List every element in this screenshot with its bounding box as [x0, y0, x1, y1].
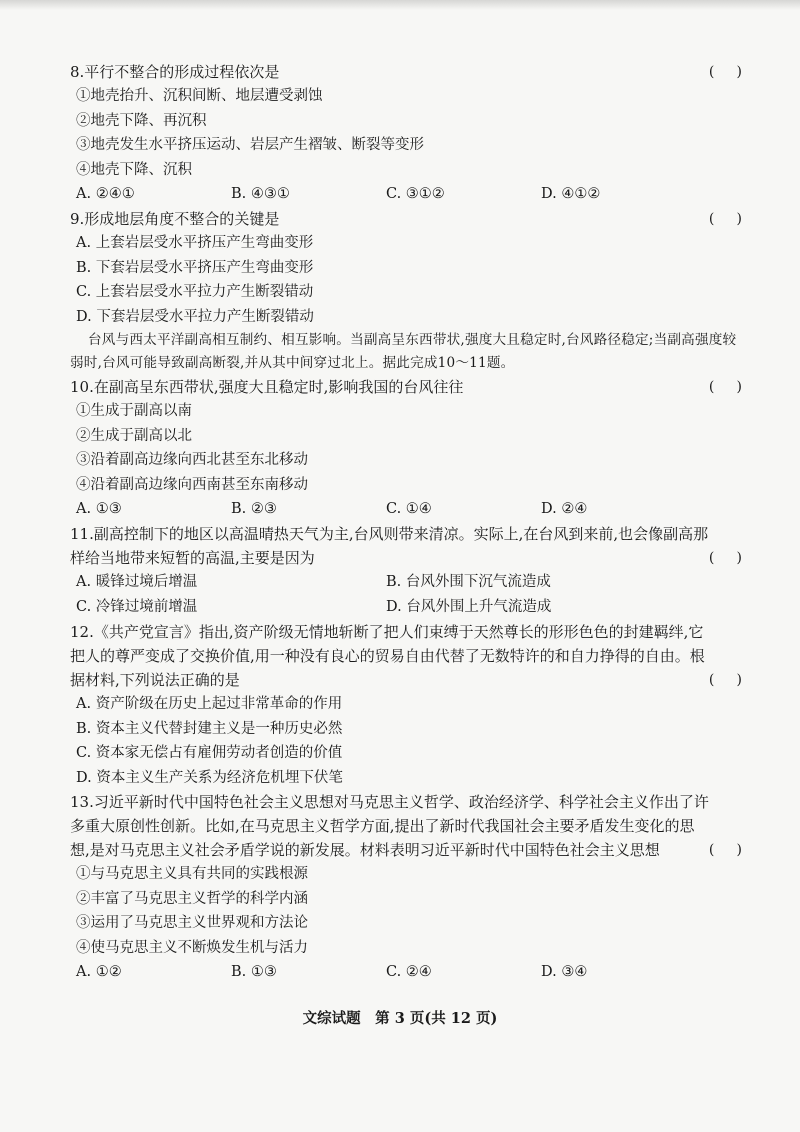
q12-choice-b[interactable]: B. 资本主义代替封建主义是一种历史必然	[76, 720, 343, 737]
q8-item-1: ①地壳抬升、沉积间断、地层遭受剥蚀	[76, 88, 323, 104]
q10-choice-c[interactable]: C. ①④	[386, 501, 432, 517]
q10-choices	[70, 497, 742, 522]
q11-choice-b[interactable]: B. 台风外围下沉气流造成	[386, 574, 551, 590]
q8-choice-d[interactable]: D. ④①②	[541, 186, 601, 202]
question-10	[70, 375, 742, 522]
q13-item-2: ②丰富了马克思主义哲学的科学内涵	[76, 890, 308, 907]
q11-choices	[70, 570, 742, 620]
typhoon-passage: 台风与西太平洋副高相互制约、相互影响。当副高呈东西带状,强度大且稳定时,台风路径稳定;当副高强度较弱时,台风可能导致副高断裂,并从其中间穿过北上。据此完成10～11题。	[70, 332, 737, 371]
q11-choice-a[interactable]: A. 暖锋过境后增温	[76, 574, 198, 590]
question-13	[70, 790, 742, 985]
q8-choice-c[interactable]: C. ③①②	[386, 186, 445, 202]
q9-choice-a[interactable]: A. 上套岩层受水平挤压产生弯曲变形	[76, 235, 314, 251]
q10-item-2: ②生成于副高以北	[76, 427, 192, 444]
question-9	[70, 207, 742, 329]
question-12	[70, 620, 742, 790]
answer-blank-9[interactable]: ( )	[708, 211, 742, 227]
q13-choice-c[interactable]: C. ②④	[386, 964, 432, 980]
q13-choices	[70, 960, 742, 985]
q11-choice-d[interactable]: D. 台风外围上升气流造成	[386, 599, 552, 615]
q10-item-1: ①生成于副高以南	[76, 403, 192, 419]
answer-blank-8[interactable]: ( )	[708, 64, 742, 80]
q8-choice-a[interactable]: A. ②④①	[76, 186, 135, 202]
q9-choice-d[interactable]: D. 下套岩层受水平拉力产生断裂错动	[76, 308, 314, 325]
q13-choice-b[interactable]: B. ①③	[231, 964, 277, 980]
q13-choice-a[interactable]: A. ①②	[76, 964, 122, 980]
q10-choice-a[interactable]: A. ①③	[76, 501, 122, 517]
q8-item-3: ③地壳发生水平挤压运动、岩层产生褶皱、断裂等变形	[76, 137, 424, 153]
question-13-stem: 13.习近平新时代中国特色社会主义思想对马克思主义哲学、政治经济学、科学社会主义作出了许多重大原创性创新。比如,在马克思主义哲学方面,提出了新时代我国社会主要矛盾发生变化的思想,是对马克思主义社会矛盾学说的新发展。材料表明习近平新时代中国特色社会主义思想	[70, 793, 709, 859]
q10-item-3: ③沿着副高边缘向西北甚至东北移动	[76, 452, 308, 468]
q13-item-3: ③运用了马克思主义世界观和方法论	[76, 915, 308, 931]
q12-choice-c[interactable]: C. 资本家无偿占有雇佣劳动者创造的价值	[76, 745, 343, 761]
q13-item-4: ④使马克思主义不断焕发生机与活力	[76, 939, 308, 956]
question-11	[70, 522, 742, 620]
q12-choice-a[interactable]: A. 资产阶级在历史上起过非常革命的作用	[76, 696, 343, 712]
q9-choice-b[interactable]: B. 下套岩层受水平挤压产生弯曲变形	[76, 259, 314, 276]
question-9-stem: 9.形成地层角度不整合的关键是	[70, 210, 280, 228]
q10-item-4: ④沿着副高边缘向西南甚至东南移动	[76, 476, 308, 493]
q13-item-1: ①与马克思主义具有共同的实践根源	[76, 866, 308, 882]
question-8-stem: 8.平行不整合的形成过程依次是	[70, 63, 280, 81]
q13-choice-d[interactable]: D. ③④	[541, 964, 588, 980]
q10-choice-d[interactable]: D. ②④	[541, 501, 588, 517]
q8-choice-b[interactable]: B. ④③①	[231, 186, 290, 202]
answer-blank-13[interactable]: ( )	[708, 842, 742, 858]
q11-choice-c[interactable]: C. 冷锋过境前增温	[76, 599, 198, 615]
page-top-shadow	[0, 0, 800, 10]
question-8	[70, 60, 742, 207]
q10-choice-b[interactable]: B. ②③	[231, 501, 277, 517]
answer-blank-10[interactable]: ( )	[708, 379, 742, 395]
answer-blank-12[interactable]: ( )	[708, 672, 742, 688]
page-footer: 文综试题 第 3 页(共 12 页)	[302, 1010, 498, 1027]
q12-choice-d[interactable]: D. 资本主义生产关系为经济危机埋下伏笔	[76, 769, 343, 786]
q8-choices	[70, 182, 742, 207]
question-12-stem: 12.《共产党宣言》指出,资产阶级无情地斩断了把人们束缚于天然尊长的形形色色的封建羁绊,它把人的尊严变成了交换价值,用一种没有良心的贸易自由代替了无数特许的和自力挣得的自由。根据材料,下列说法正确的是	[70, 623, 705, 689]
exam-page	[70, 60, 742, 985]
q9-choice-c[interactable]: C. 上套岩层受水平拉力产生断裂错动	[76, 284, 314, 300]
question-11-stem: 11.副高控制下的地区以高温晴热天气为主,台风则带来清凉。实际上,在台风到来前,也会像副高那样给当地带来短暂的高温,主要是因为	[70, 525, 709, 567]
question-10-stem: 10.在副高呈东西带状,强度大且稳定时,影响我国的台风往往	[70, 378, 464, 396]
q8-item-2: ②地壳下降、再沉积	[76, 112, 207, 129]
answer-blank-11[interactable]: ( )	[708, 550, 742, 566]
q8-item-4: ④地壳下降、沉积	[76, 161, 192, 178]
